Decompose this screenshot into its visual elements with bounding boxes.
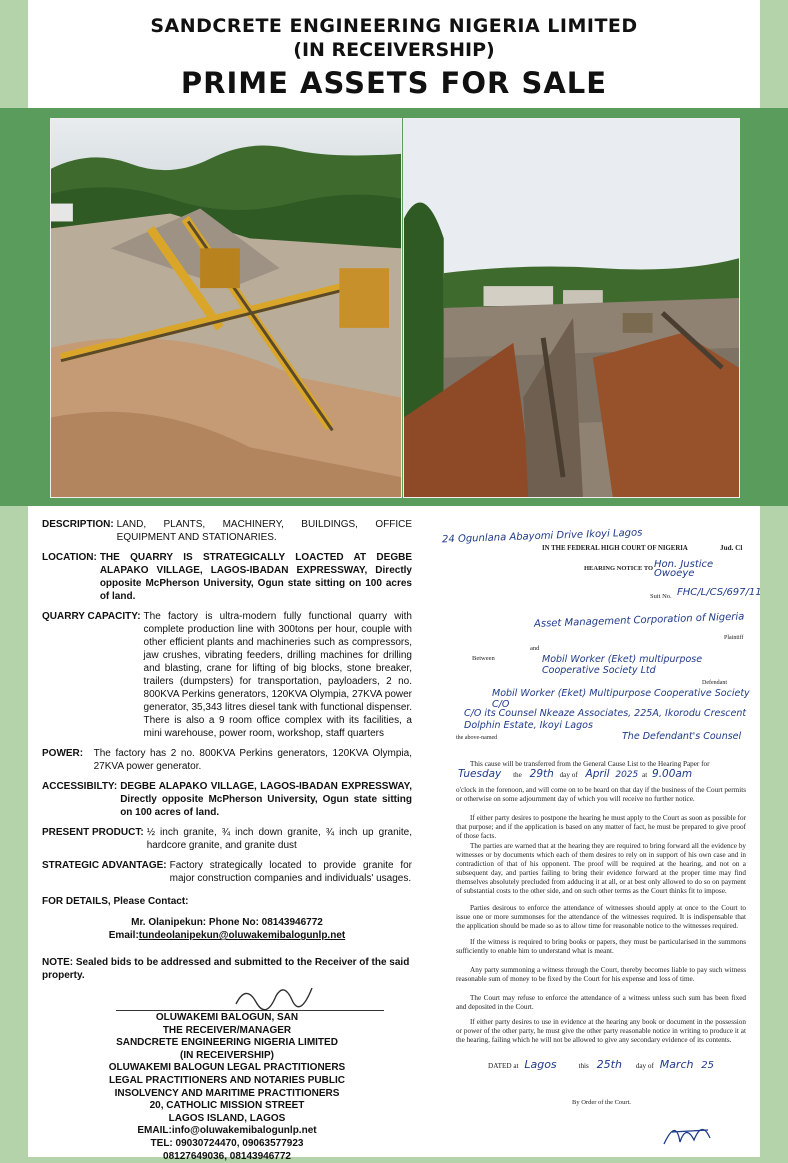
receiver-line: SANDCRETE ENGINEERING NIGERIA LIMITED	[116, 1037, 338, 1049]
court-name: IN THE FEDERAL HIGH COURT OF NIGERIA	[542, 545, 688, 552]
day-of-label: day of	[559, 771, 578, 779]
at-label: at	[642, 771, 648, 779]
role-handwritten: The Defendant's Counsel	[622, 731, 742, 742]
notice-paragraph: If either party desires to postpone the hearing he must apply to the Court as soon as possible for that purpose; and if the application is based on any matter of fact, he must be prepared to give proof of those facts.	[456, 814, 746, 840]
hearing-notice	[432, 524, 762, 1154]
receivership-status: (IN RECEIVERSHIP)	[293, 39, 495, 61]
counsel-handwritten: C/O its Counsel Nkeaze Associates, 225A, Ikorodu Crescent Dolphin Estate, Ikoyi Lagos	[464, 708, 747, 731]
access-section	[42, 780, 412, 819]
notice-paragraph: The Court may refuse to enforce the attendance of a witness unless such sum has been fixed and deposited in the Court.	[456, 994, 746, 1011]
receiver-line: LAGOS ISLAND, LAGOS	[168, 1112, 286, 1124]
dated-month-handwritten: March	[659, 1058, 694, 1071]
signature-line	[116, 1010, 384, 1011]
hearing-label: HEARING NOTICE TO	[584, 565, 654, 572]
oclock-text: o'clock in the forenoon, and will come on to be heard on that day if the business of the Court permits or otherwise on some adjournment day of which you will receive no further notice.	[456, 786, 746, 803]
hearing-year-handwritten: 2025	[615, 770, 639, 780]
dated-day-handwritten: 25th	[596, 1058, 622, 1071]
signature-area	[42, 982, 412, 1012]
quarry-photo-left	[50, 118, 402, 498]
advantage-label: STRATEGIC ADVANTAGE:	[42, 860, 167, 871]
contact-heading: FOR DETAILS, Please Contact:	[42, 896, 189, 907]
and-label: and	[530, 645, 540, 652]
defendant1-handwritten: Mobil Worker (Eket) multipurpose Cooperative Society Ltd	[542, 654, 703, 676]
contact-person: Mr. Olanipekun: Phone No: 08143946772	[131, 917, 323, 928]
receiver-line: TEL: 09030724470, 09063577923	[150, 1137, 304, 1149]
receiver-line: INSOLVENCY AND MARITIME PRACTITIONERS	[114, 1087, 340, 1099]
hearing-date-handwritten: 29th	[529, 768, 554, 780]
jud-label: Jud. Cl	[720, 544, 743, 552]
hearing-date-line	[458, 770, 752, 784]
description-section	[42, 518, 412, 544]
power-text: The factory has 2 no. 800KVA Perkins generators, 120KVA Olympia, 27KVA power generator.	[93, 748, 412, 772]
receiver-signature	[232, 978, 322, 1012]
contact-email-link[interactable]: tundeolanipekun@oluwakemibalogunlp.net	[138, 930, 346, 941]
contact-email-line	[42, 929, 412, 942]
receiver-line: 08127649036, 08143946772	[163, 1150, 291, 1162]
location-text: THE QUARRY IS STRATEGICALLY LOACTED AT DEGBE ALAPAKO VILLAGE, LAGOS-IBADAN EXPRESSWAY, Directly opposite McPherson University, Ogun state sitting on 100 acres of land.	[99, 552, 412, 602]
receiver-line: (IN RECEIVERSHIP)	[180, 1049, 274, 1061]
order-label: By Order of the Court.	[572, 1099, 632, 1106]
hearing-time-handwritten: 9.00am	[652, 768, 693, 780]
receiver-line: OLUWAKEMI BALOGUN LEGAL PRACTITIONERS	[108, 1062, 346, 1074]
header-banner	[28, 0, 760, 108]
this-label: this	[578, 1062, 589, 1070]
defendant2-handwritten: Mobil Worker (Eket) Multipurpose Cooperative Society C/O	[492, 688, 750, 710]
advert-column	[42, 518, 412, 1163]
advantage-text: Factory strategically located to provide granite for major construction companies and individuals' usages.	[169, 860, 412, 884]
advantage-section	[42, 859, 412, 885]
address-handwritten: 24 Ogunlana Abayomi Drive Ikoyi Lagos	[441, 527, 643, 546]
dated-line	[488, 1060, 752, 1076]
receiver-line: EMAIL:info@oluwakemibalogunlp.net	[137, 1125, 317, 1137]
between-label: Between	[472, 655, 495, 662]
power-section	[42, 747, 412, 773]
dated-dayof-label: day of	[635, 1062, 654, 1070]
capacity-label: QUARRY CAPACITY:	[42, 611, 141, 622]
dated-label: DATED at	[488, 1062, 519, 1070]
access-label: ACCESSIBILTY:	[42, 781, 118, 792]
hearing-day-handwritten: Tuesday	[458, 768, 502, 780]
plaintiff-label: Plaintiff	[724, 635, 744, 641]
notice-paragraph: If either party desires to use in evidence at the hearing any book or document in the possession or power of the other party, he must give the other party reasonable notice in writing to produce it at the hearing, failing which he will not be allowed to give any secondary evidence of its contents.	[456, 1018, 746, 1044]
receiver-line: THE RECEIVER/MANAGER	[162, 1024, 292, 1036]
receiver-block	[42, 1012, 412, 1163]
product-section	[42, 826, 412, 852]
email-label: Email:	[108, 930, 139, 941]
registrar-signature	[658, 1114, 718, 1154]
defendant-label: Defendant	[702, 680, 727, 686]
notice-paragraph: If the witness is required to bring books or papers, they must be particularised in the summons sufficiently to enable him to understand what is meant.	[456, 938, 746, 955]
description-label: DESCRIPTION:	[42, 519, 114, 530]
company-name: SANDCRETE ENGINEERING NIGERIA LIMITED	[150, 15, 638, 37]
content-panel	[28, 506, 762, 1162]
dated-year-handwritten: 25	[701, 1060, 715, 1071]
suit-number-handwritten: FHC/L/CS/697/11	[677, 587, 762, 598]
access-text: DEGBE ALAPAKO VILLAGE, LAGOS-IBADAN EXPRESSWAY, Directly opposite McPherson University, Ogun state sitting on 100 acres of land.	[120, 781, 412, 818]
headline: PRIME ASSETS FOR SALE	[180, 66, 608, 100]
notice-paragraph: Parties desirous to enforce the attendance of witnesses should apply at once to the Court to issue one or more summonses for the attendance of the witnesses required. It is indispensable that the application should be made so as to allow time for reasonable notice to the witnesses required.	[456, 904, 746, 930]
the-label: the	[513, 771, 522, 779]
suit-label: Suit No.	[650, 593, 672, 600]
product-label: PRESENT PRODUCT:	[42, 827, 144, 838]
capacity-section	[42, 610, 412, 740]
receiver-line: LEGAL PRACTITIONERS AND NOTARIES PUBLIC	[109, 1074, 345, 1086]
product-text: ½ inch granite, ¾ inch down granite, ¾ inch up granite, hardcore granite, and granite dust	[146, 827, 412, 851]
capacity-text: The factory is ultra-modern fully functional quarry with complete production line with 300tons per hour, couple with other efficient plants and machineries such as compressors, jaw crushes, vibrating feeders, drilling machines for drilling and blasting, crane for lifting of big blocks, stone breaker, trailers (dumpsters) for transportation, payloaders, 2 no. 800KVA Perkins generators, 120KVA Olympia, 27KVA power generator, 35,343 litres diesel tank with functional dispenser. There is also a 9 room office complex with its facilities, a mini warehouse, power room, workshop, staff quarters	[143, 611, 412, 739]
receiver-line: 20, CATHOLIC MISSION STREET	[149, 1100, 305, 1112]
hearing-month-handwritten: April	[585, 768, 610, 780]
description-text: LAND, PLANTS, MACHINERY, BUILDINGS, OFFICE EQUIPMENT AND STATIONARIES.	[116, 519, 412, 543]
receiver-line: OLUWAKEMI BALOGUN, SAN	[155, 1012, 299, 1023]
location-label: LOCATION:	[42, 552, 97, 563]
dated-place-handwritten: Lagos	[524, 1058, 557, 1071]
notice-paragraph: The parties are warned that at the hearing they are required to bring forward all the evidence by witnesses or by documents which each of them desires to rely on in support of his own case and in contradiction of that of his opponent. The proof will be required at the hearing, and not on a subsequent day, and parties failing to bring their evidence forward at the proper time may find themselves absolutely precluded from adducing it at all, or at best only allowed to do so on payment of substantial costs to the other side, and on such other terms as the Court thinks fit to impose.	[456, 842, 746, 895]
plaintiff-handwritten: Asset Management Corporation of Nigeria	[533, 611, 745, 630]
judge-handwritten: Hon. Justice Owoeye	[654, 559, 714, 579]
location-section	[42, 551, 412, 603]
bid-note: NOTE: Sealed bids to be addressed and submitted to the Receiver of the said property.	[42, 957, 410, 981]
above-named-label: the above-named	[456, 735, 498, 741]
transfer-text: This cause will be transferred from the General Cause List to the Hearing Paper for	[470, 760, 710, 768]
contact-block	[42, 916, 412, 942]
power-label: POWER:	[42, 748, 84, 759]
notice-paragraph: Any party summoning a witness through the Court, thereby becomes liable to pay such witness reasonable sum of money to be fixed by the Court for his expense and loss of time.	[456, 966, 746, 983]
quarry-photo-right	[403, 118, 740, 498]
